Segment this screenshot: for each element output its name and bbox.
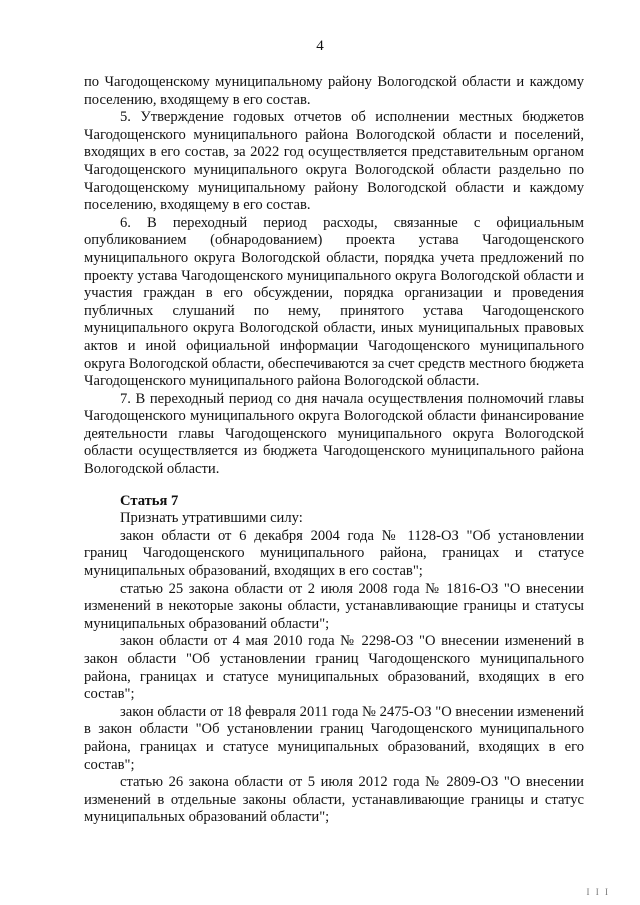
- scan-footer-mark: I I I: [586, 887, 610, 897]
- repealed-item: статью 26 закона области от 5 июля 2012 года № 2809-ОЗ "О внесении изменений в отдельные законы области, устанавливающие границы и статус муниципальных образований области";: [84, 774, 584, 826]
- paragraph-item-5: 5. Утверждение годовых отчетов об исполнении местных бюджетов Чагодощенского муниципального района Вологодской области и поселений, входящих в его состав, за 2022 год осуществляется представительным органом Чагодощенского муниципального округа Вологодской области раздельно по Чагодощенскому муниципальному району Вологодской области и каждому поселению, входящему в его состав.: [84, 109, 584, 214]
- repealed-item: статью 25 закона области от 2 июля 2008 года № 1816-ОЗ "О внесении изменений в некоторые законы области, устанавливающие границы и статусы муниципальных образований области";: [84, 580, 584, 632]
- paragraph-item-7: 7. В переходный период со дня начала осуществления полномочий главы Чагодощенского муниципального округа Вологодской области финансирование деятельности главы Чагодощенского муниципального округа Вологодской области осуществляется из бюджета Чагодощенского муниципального района Вологодской области.: [84, 390, 584, 478]
- repealed-item: закон области от 18 февраля 2011 года № 2475-ОЗ "О внесении изменений в закон области "Об установлении границ Чагодощенского муниципального района, границах и статусе муниципальных образований, входящих в его состав";: [84, 703, 584, 773]
- article-intro: Признать утратившими силу:: [120, 510, 303, 527]
- article-heading: Статья 7: [120, 492, 179, 509]
- repealed-item: закон области от 6 декабря 2004 года № 1128-ОЗ "Об установлении границ Чагодощенского муниципального района, границах и статусе муниципальных образований, входящих в его состав";: [84, 527, 584, 580]
- repealed-item: закон области от 4 мая 2010 года № 2298-ОЗ "О внесении изменений в закон области "Об установлении границ Чагодощенского муниципального района, границах и статусе муниципальных образований, входящих в его состав";: [84, 633, 584, 703]
- paragraph-item-6: 6. В переходный период расходы, связанные с официальным опубликованием (обнародованием) проекта устава Чагодощенского муниципального округа Вологодской области, порядка учета предложений по проекту устава Чагодощенского муниципального округа Вологодской области и участия граждан в его обсуждении, порядка организации и проведения публичных слушаний по нему, принятого устава Чагодощенского муниципального округа Вологодской области, иных муниципальных правовых актов и иной официальной информации Чагодощенского муниципального округа Вологодской области, обеспечиваются за счет средств местного бюджета Чагодощенского муниципального района Вологодской области.: [84, 214, 584, 390]
- paragraph-continuation: по Чагодощенскому муниципальному району Вологодской области и каждому поселению, входящему в его состав.: [84, 74, 584, 108]
- page-number: 4: [316, 38, 324, 54]
- document-body: [84, 74, 584, 827]
